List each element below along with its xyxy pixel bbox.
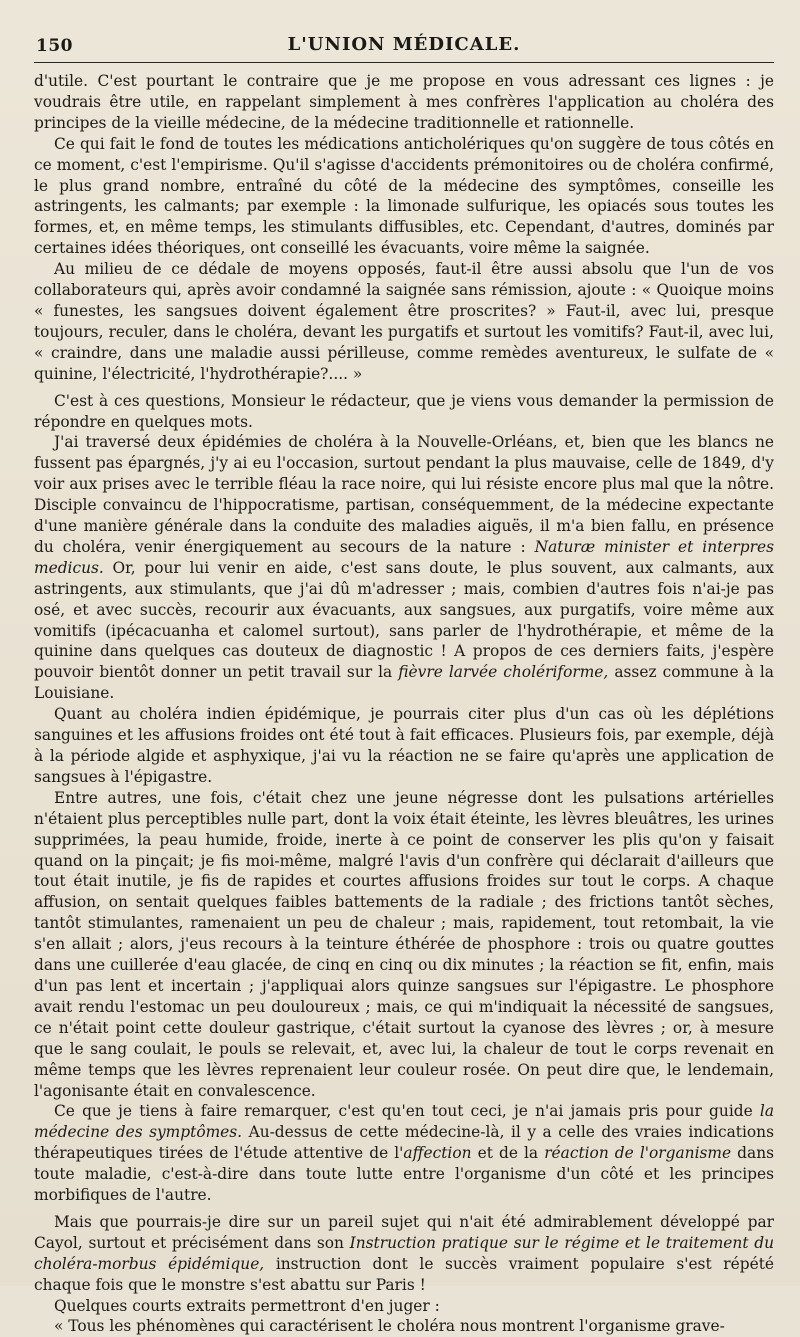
paragraph-p8: [34, 1101, 774, 1206]
paragraph-p6: [34, 704, 774, 788]
paragraph-p11: [34, 1316, 774, 1337]
italic-text: la médecine des symptômes.: [34, 1102, 774, 1142]
text-run: Ce que je tiens à faire remarquer, c'est qu'en tout ceci, je n'ai jamais pris pour guide: [54, 1102, 760, 1121]
text-run: Au-dessus de cette médecine-là, il y a celle des vraies indications thérapeutiques tirées de l'étude attentive de l': [34, 1123, 774, 1163]
paragraph-p3: [34, 259, 774, 384]
text-run: Mais que pourrais-je dire sur un pareil sujet qui n'ait été admirablement développé par Cayol, surtout et précisément dans son: [34, 1212, 774, 1252]
paragraph-p1: [34, 71, 774, 134]
running-title: L'UNION MÉDICALE.: [287, 34, 521, 55]
text-run: Entre autres, une fois, c'était chez une jeune négresse dont les pulsations artérielles n'étaient plus perceptibles nulle part, dont la voix était éteinte, les lèvres bleuâtres, les urines supprimées, la peau humide, froide, inerte à ce point de conserver les plis qu'on y faisait quand on la pinçait; je fis moi-même, malgré l'avis d'un confrère qui déclarait d'ailleurs que tout était inutile, je fis de rapides et courtes affusions froides sur tout le corps. A chaque affusion, on sentait quelques faibles battements de la radiale ; des frictions tantôt sèches, tantôt stimulantes, ramenaient un peu de chaleur ; mais, rapidement, tout retombait, la vie s'en allait ; alors, j'eus recours à la teinture éthérée de phosphore : trois ou quatre gouttes dans une cuillerée d'eau glacée, de cinq en cinq ou dix minutes ; la réaction se fit, enfin, mais d'un pas lent et incertain ; j'appliquai alors quinze sangsues sur l'épigastre. Le phosphore avait rendu l'estomac un peu douloureux ; mais, ce qui m'indiquait la nécessité de sangsues, ce n'était point cette douleur gastrique, c'était surtout la cyanose des lèvres ; or, à mesure que le sang coulait, le pouls se relevait, et, avec lui, la chaleur de tout le corps revenait en même temps que les lèvres reprenaient leur couleur rosée. On peut dire que, le lendemain, l'agonisante était en convalescence.: [34, 788, 774, 1100]
paragraph-p10: [34, 1296, 774, 1317]
paragraph-p9: [34, 1212, 774, 1296]
paragraph-p5: [34, 432, 774, 704]
paragraph-p4: [34, 391, 774, 433]
text-run: Quant au choléra indien épidémique, je pourrais citer plus d'un cas où les déplétions sanguines et les affusions froides ont été tout à fait efficaces. Plusieurs fois, par exemple, déjà à la période algide et asphyxique, j'ai vu la réaction ne se faire qu'après une application de sangsues à l'épigastre.: [34, 705, 774, 786]
text-run: dans toute maladie, c'est-à-dire dans toute lutte entre l'organisme d'un côté et les principes morbifiques de l'autre.: [34, 1144, 775, 1205]
italic-text: fièvre larvée cholériforme,: [398, 663, 609, 682]
paragraph-p2: [34, 134, 774, 259]
paragraph-p7: [34, 788, 774, 1102]
text-run: instruction dont le succès vraiment populaire s'est répété chaque fois que le monstre s'est abattu sur Paris !: [34, 1254, 774, 1294]
text-run: Quelques courts extraits permettront d'en juger :: [54, 1296, 440, 1315]
italic-text: affection: [403, 1144, 472, 1163]
text-run: d'utile. C'est pourtant le contraire que je me propose en vous adressant ces lignes : je voudrais être utile, en rappelant simplement à mes confrères l'application au choléra des principes de la vieille médecine, de la médecine traditionnelle et rationnelle.: [34, 72, 774, 132]
text-run: C'est à ces questions, Monsieur le rédacteur, que je viens vous demander la permission de répondre en quelques mots.: [34, 391, 774, 431]
italic-text: Instruction pratique sur le régime et le traitement du choléra-morbus épidémique,: [34, 1233, 775, 1273]
text-run: Or, pour lui venir en aide, c'est sans doute, le plus souvent, aux calmants, aux astringents, aux stimulants, que j'ai dû m'adresser ; mais, combien d'autres fois n'ai-je pas osé, et avec succès, recourir aux évacuants, aux sangsues, aux purgatifs, voire même aux vomitifs (ipécacuanha et calomel surtout), sans parler de l'hydrothérapie, et même de la quinine dans quelques cas douteux de diagnostic ! A propos de ces derniers faits, j'espère pouvoir bientôt donner un petit travail sur la: [34, 558, 774, 682]
text-run: « Tous les phénomènes qui caractérisent le choléra nous montrent l'organisme grave-: [54, 1317, 725, 1336]
text-run: Au milieu de ce dédale de moyens opposés, faut-il être aussi absolu que l'un de vos collaborateurs qui, après avoir condamné la saignée sans rémission, ajoute : « Quoique moins « funestes, les sangsues doivent également être proscrites? » Faut-il, avec lui, presque toujours, reculer, dans le choléra, devant les purgatifs et surtout les vomitifs? Faut-il, avec lui, « craindre, dans une maladie aussi périlleuse, comme remèdes aventureux, le sulfate de « quinine, l'électricité, l'hydrothérapie?.... »: [34, 260, 774, 383]
italic-text: Naturæ minister et interpres medicus.: [34, 537, 774, 577]
italic-text: réaction de l'organisme: [544, 1144, 732, 1163]
text-run: assez commune à la Louisiane.: [34, 663, 774, 703]
page-number: 150: [36, 36, 73, 56]
text-run: J'ai traversé deux épidémies de choléra à la Nouvelle-Orléans, et, bien que les blancs ne fussent pas épargnés, j'y ai eu l'occasion, surtout pendant la plus mauvaise, celle de 1849, d'y voir aux prises avec le terrible fléau la race noire, qui lui résiste encore plus mal que la nôtre. Disciple convaincu de l'hippocratisme, partisan, conséquemment, de la médecine expectante d'une manière générale dans la conduite des maladies aiguës, il m'a bien fallu, en présence du choléra, venir énergiquement au secours de la nature :: [34, 433, 774, 556]
page-header: [34, 32, 774, 63]
text-run: et de la: [471, 1144, 545, 1163]
text-run: Ce qui fait le fond de toutes les médications anticholériques qu'on suggère de tous côtés en ce moment, c'est l'empirisme. Qu'il s'agisse d'accidents prémonitoires ou de choléra confirmé, le plus grand nombre, entraîné du côté de la médecine des symptômes, conseille les astringents, les calmants; par exemple : la limonade sulfurique, les opiacés sous toutes les formes, et, en même temps, les stimulants diffusibles, etc. Cependant, d'autres, dominés par certaines idées théoriques, ont conseillé les évacuants, voire même la saignée.: [34, 134, 774, 258]
body-text: [34, 71, 774, 1337]
